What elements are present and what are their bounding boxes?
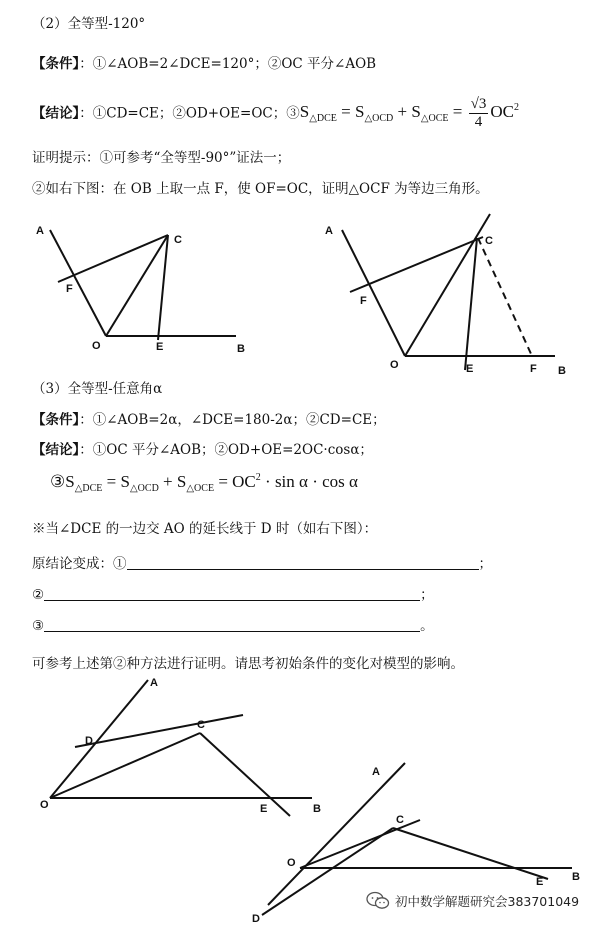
- condition-label: 【条件】: [32, 56, 80, 72]
- condition-text: ：①∠AOB=2∠DCE=120°；②OC 平分∠AOB: [79, 56, 377, 72]
- fig1-label-O: O: [92, 340, 101, 352]
- fig3-label-O: O: [40, 799, 49, 811]
- proof-hint-2: ②如右下图：在 OB 上取一点 F，使 OF=OC，证明△OCF 为等边三角形。: [32, 181, 489, 197]
- fig2-label-E: E: [466, 363, 474, 375]
- fig2-label-C: C: [485, 235, 493, 247]
- fig1-label-B: B: [237, 343, 245, 355]
- watermark: [362, 889, 583, 913]
- conclusion-text: ：①OC 平分∠AOB；②OD+OE=2OC·cosα；: [79, 442, 373, 458]
- closing-text: 可参考上述第②种方法进行证明。请思考初始条件的变化对模型的影响。: [32, 656, 464, 672]
- figure-3: [50, 680, 312, 816]
- blank-line-2: ② ；: [32, 587, 434, 603]
- fraction: $\frac{√3}{4}$: [470, 96, 487, 130]
- area-formula-120: $S_{\triangle DCE} = S_{\triangle OCD} + S_{\triangle OCE}$ = $\frac{√3}{4}$ $OC^2$: [299, 96, 519, 130]
- conclusion-text: ：①CD=CE；②OD+OE=OC；③: [79, 105, 300, 122]
- fig1-label-A: A: [36, 225, 44, 237]
- fig3-label-D: D: [85, 735, 93, 747]
- fig3-label-C: C: [197, 719, 205, 731]
- figure-2: [342, 214, 555, 370]
- condition-text: ：①∠AOB=2α，∠DCE=180-2α；②CD=CE；: [79, 412, 386, 428]
- fig2-label-F2: F: [530, 363, 537, 375]
- fig1-label-E: E: [156, 341, 164, 353]
- area-formula-alpha: $③S_{\triangle DCE} = S_{\triangle OCD} + S_{\triangle OCE} = OC^2 \cdot \sin \alpha \cdot \cos \alpha$: [50, 472, 358, 494]
- fig4-label-A: A: [372, 766, 380, 778]
- fig2-label-F: F: [360, 295, 367, 307]
- fig1-label-C: C: [174, 234, 182, 246]
- wechat-icon: [366, 891, 390, 911]
- fig1-label-F: F: [66, 283, 73, 295]
- condition-label: 【条件】: [32, 412, 80, 428]
- blank-line-1: 原结论变成：① ；: [32, 556, 492, 572]
- section2-title: （2）全等型-120°: [32, 16, 146, 32]
- watermark-text: 初中数学解题研究会383701049: [395, 894, 580, 909]
- fig4-label-B: B: [572, 871, 580, 883]
- fig2-label-O: O: [390, 359, 399, 371]
- extension-note: ※当∠DCE 的一边交 AO 的延长线于 D 时（如右下图）：: [32, 521, 378, 537]
- section3-title: （3）全等型-任意角α: [32, 381, 163, 397]
- fig4-label-O: O: [287, 857, 296, 869]
- fig4-label-E: E: [536, 876, 544, 888]
- conclusion-label: 【结论】: [32, 105, 80, 122]
- fig3-label-B: B: [313, 803, 321, 815]
- fig4-label-C: C: [396, 814, 404, 826]
- proof-hint-1: 证明提示：①可参考“全等型-90°”证法一；: [32, 150, 291, 166]
- fig2-label-B: B: [558, 365, 566, 377]
- fig4-label-D: D: [252, 913, 260, 925]
- conclusion-label: 【结论】: [32, 442, 80, 458]
- figure-1: [50, 230, 236, 340]
- fig3-label-A: A: [150, 677, 158, 689]
- fig3-label-E: E: [260, 803, 268, 815]
- blank-line-3: ③ 。: [32, 618, 434, 634]
- fig2-label-A: A: [325, 225, 333, 237]
